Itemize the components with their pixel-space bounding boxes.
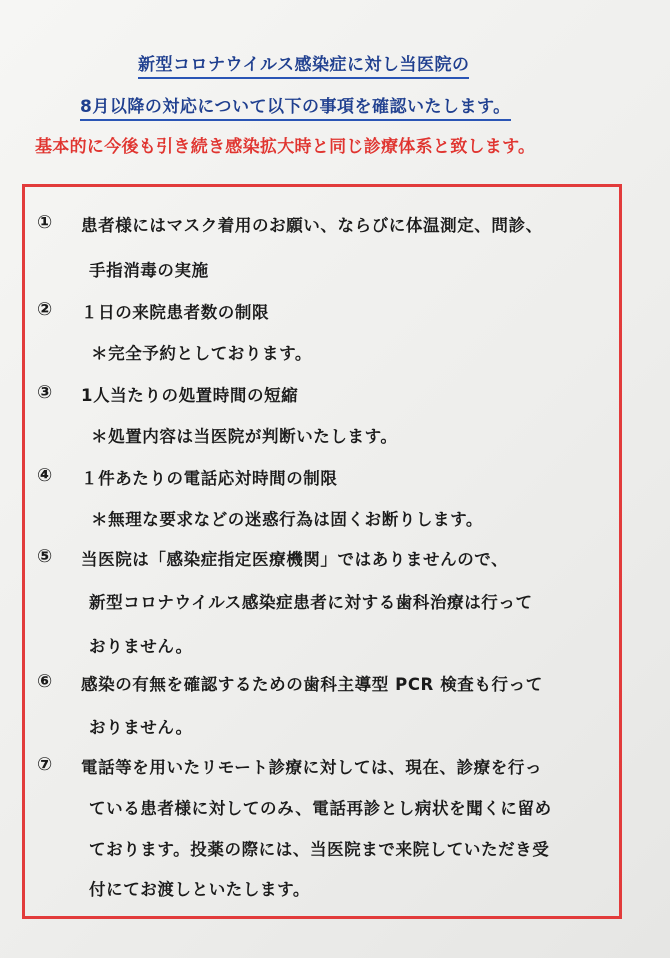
item-line: 新型コロナウイルス感染症患者に対する歯科治療は行って [89, 593, 533, 612]
item-line: 付にてお渡しといたします。 [89, 880, 310, 899]
item-line: 患者様にはマスク着用のお願い、ならびに体温測定、問診、 [81, 216, 543, 235]
item-line: おりません。 [89, 637, 193, 656]
header-line-1: 新型コロナウイルス感染症に対し当医院の [138, 50, 469, 79]
header-line-3: 基本的に今後も引き続き感染拡大時と同じ診療体系と致します。 [35, 137, 536, 157]
item-line: 手指消毒の実施 [89, 261, 209, 280]
item-number: ⑥ [37, 671, 53, 692]
item-number: ③ [37, 382, 53, 403]
item-line: １日の来院患者数の制限 [81, 303, 270, 322]
item-number: ② [37, 299, 53, 320]
item-note: ＊無理な要求などの迷惑行為は固くお断りします。 [91, 510, 483, 529]
item-line: 当医院は「感染症指定医療機関」ではありませんので、 [81, 550, 509, 569]
item-number: ④ [37, 465, 53, 486]
item-line: ている患者様に対してのみ、電話再診とし病状を聞くに留め [89, 799, 552, 818]
item-number: ① [37, 212, 53, 233]
notice-list [25, 187, 619, 916]
item-note: ＊完全予約としております。 [91, 344, 312, 363]
item-line: 1人当たりの処置時間の短縮 [81, 386, 299, 405]
item-line: 感染の有無を確認するための歯科主導型 PCR 検査も行って [81, 675, 543, 694]
item-line: おりません。 [89, 718, 193, 737]
notice-box [22, 184, 622, 919]
item-note: ＊処置内容は当医院が判断いたします。 [91, 427, 398, 446]
item-number: ⑤ [37, 546, 53, 567]
item-number: ⑦ [37, 754, 53, 775]
item-line: １件あたりの電話応対時間の制限 [81, 469, 338, 488]
header-line-2: 8月以降の対応について以下の事項を確認いたします。 [80, 92, 511, 121]
item-line: ております。投薬の際には、当医院まで来院していただき受 [89, 840, 550, 859]
item-line: 電話等を用いたリモート診療に対しては、現在、診療を行っ [81, 758, 543, 777]
